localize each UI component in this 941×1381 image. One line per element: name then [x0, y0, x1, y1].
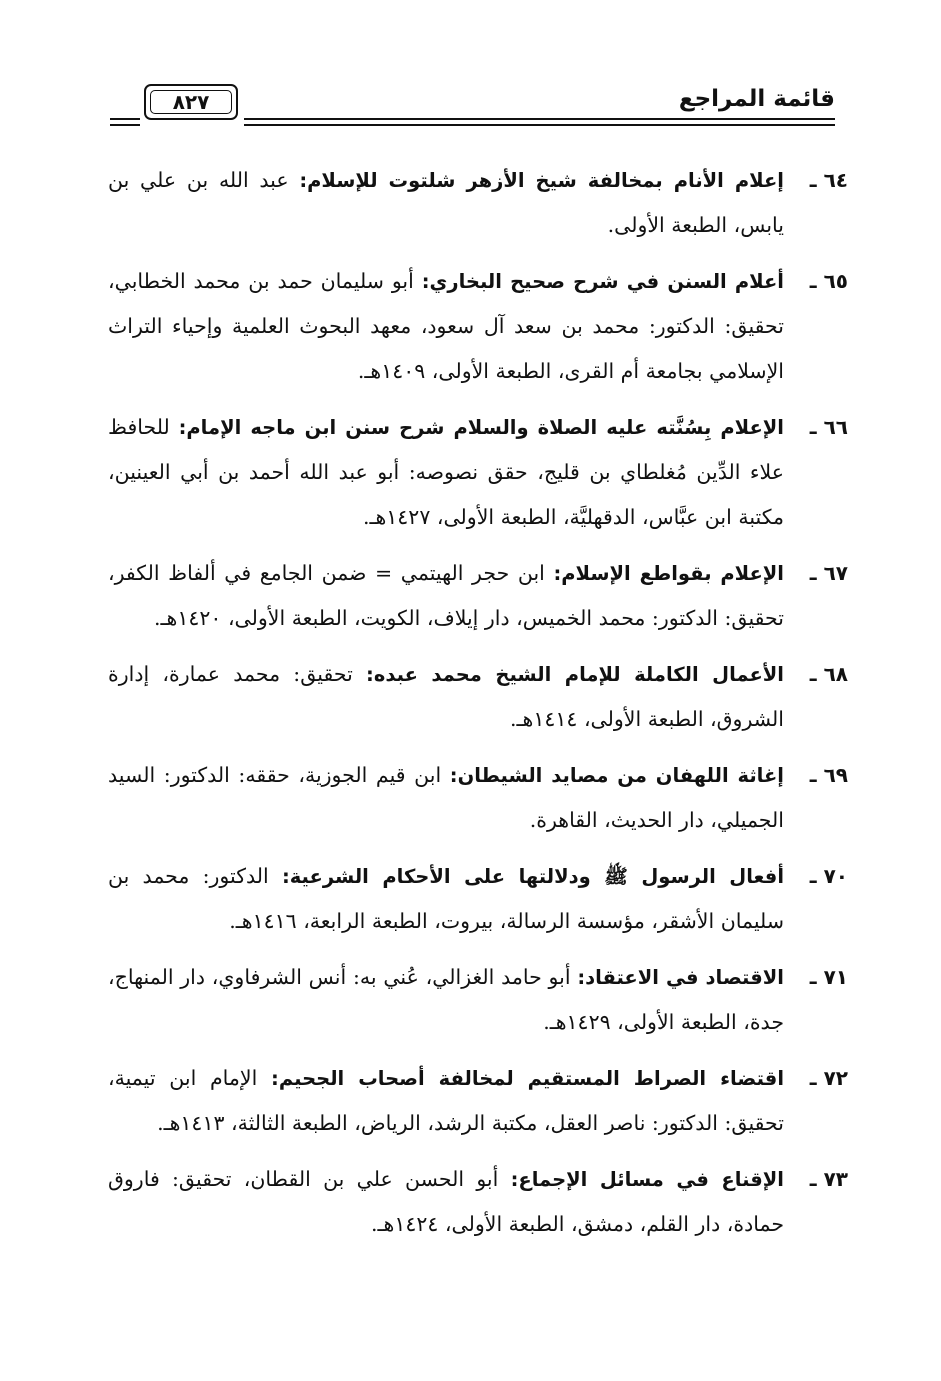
entry-title: أفعال الرسول ﷺ ودلالتها على الأحكام الشرعية:	[281, 865, 785, 888]
entry-details: الإمام ابن تيمية، تحقيق: الدكتور: ناصر العقل، مكتبة الرشد، الرياض، الطبعة الثالثة، ١٤١٣هـ.	[108, 1066, 784, 1135]
page-header	[110, 80, 835, 132]
entry-title: إعلام الأنام بمخالفة شيخ الأزهر شلتوت للإسلام:	[299, 169, 784, 192]
entry-number: ٦٥ ـ	[809, 269, 848, 293]
reference-entry	[108, 405, 848, 540]
entry-details: ابن حجر الهيتمي = ضمن الجامع في ألفاظ الكفر، تحقيق: الدكتور: محمد الخميس، دار إيلاف، الكويت، الطبعة الأولى، ١٤٢٠هـ.	[108, 561, 784, 630]
entry-number: ٦٧ ـ	[809, 561, 848, 585]
entry-details: عبد الله بن علي بن يابس، الطبعة الأولى.	[108, 168, 784, 237]
entry-title: الأعمال الكاملة للإمام الشيخ محمد عبده:	[366, 663, 784, 686]
entry-title: الإعلام بِسُنَّته عليه الصلاة والسلام شرح سنن ابن ماجه الإمام:	[178, 416, 784, 439]
entry-details: أبو سليمان حمد بن محمد الخطابي، تحقيق: الدكتور: محمد بن سعد آل سعود، معهد البحوث العلمية وإحياء التراث الإسلامي بجامعة أم القرى، الطبعة الأولى، ١٤٠٩هـ.	[108, 269, 784, 383]
entry-number: ٧٠ ـ	[809, 864, 848, 888]
entry-number: ٦٤ ـ	[809, 168, 848, 192]
header-rule-short-top	[110, 118, 140, 120]
entry-number: ٦٦ ـ	[809, 415, 848, 439]
entry-details: ابن قيم الجوزية، حققه: الدكتور: السيد الجميلي، دار الحديث، القاهرة.	[108, 763, 784, 832]
entry-title: الإعلام بقواطع الإسلام:	[553, 562, 784, 585]
reference-entry	[108, 854, 848, 944]
reference-entry	[108, 1056, 848, 1146]
entry-title: الإقناع في مسائل الإجماع:	[510, 1168, 784, 1191]
reference-entry	[108, 753, 848, 843]
entry-title: اقتضاء الصراط المستقيم لمخالفة أصحاب الجحيم:	[271, 1067, 784, 1090]
reference-entry	[108, 955, 848, 1045]
page-number: ٨٢٧	[150, 90, 232, 114]
running-title: قائمة المراجع	[678, 86, 835, 112]
entry-title: أعلام السنن في شرح صحيح البخاري:	[421, 270, 784, 293]
reference-entry	[108, 551, 848, 641]
entry-title: إغاثة اللهفان من مصايد الشيطان:	[449, 764, 784, 787]
entry-details: أبو حامد الغزالي، عُني به: أنس الشرفاوي، دار المنهاج، جدة، الطبعة الأولى، ١٤٢٩هـ.	[108, 965, 784, 1034]
entry-number: ٦٨ ـ	[809, 662, 848, 686]
reference-entry	[108, 259, 848, 394]
header-rule-long-bottom	[244, 124, 835, 126]
entry-number: ٦٩ ـ	[809, 763, 848, 787]
entry-number: ٧١ ـ	[809, 965, 848, 989]
page-number-box	[144, 84, 238, 120]
entry-title: الاقتصاد في الاعتقاد:	[577, 966, 784, 989]
reference-list	[108, 158, 848, 1258]
reference-entry	[108, 652, 848, 742]
header-rule-long-top	[244, 118, 835, 120]
entry-number: ٧٣ ـ	[809, 1167, 848, 1191]
header-rule-short-bottom	[110, 124, 140, 126]
entry-details: تحقيق: محمد عمارة، إدارة الشروق، الطبعة الأولى، ١٤١٤هـ.	[108, 662, 784, 731]
entry-details: للحافظ علاء الدِّين مُغلطاي بن قليج، حقق نصوصه: أبو عبد الله أحمد بن أبي العينين، مكتبة ابن عبَّاس، الدقهليَّة، الطبعة الأولى، ١٤٢٧هـ.	[108, 415, 784, 529]
entry-number: ٧٢ ـ	[809, 1066, 848, 1090]
entry-details: الدكتور: محمد بن سليمان الأشقر، مؤسسة الرسالة، بيروت، الطبعة الرابعة، ١٤١٦هـ.	[108, 864, 784, 933]
reference-entry	[108, 1157, 848, 1247]
reference-entry	[108, 158, 848, 248]
entry-details: أبو الحسن علي بن القطان، تحقيق: فاروق حمادة، دار القلم، دمشق، الطبعة الأولى، ١٤٢٤هـ.	[108, 1167, 784, 1236]
